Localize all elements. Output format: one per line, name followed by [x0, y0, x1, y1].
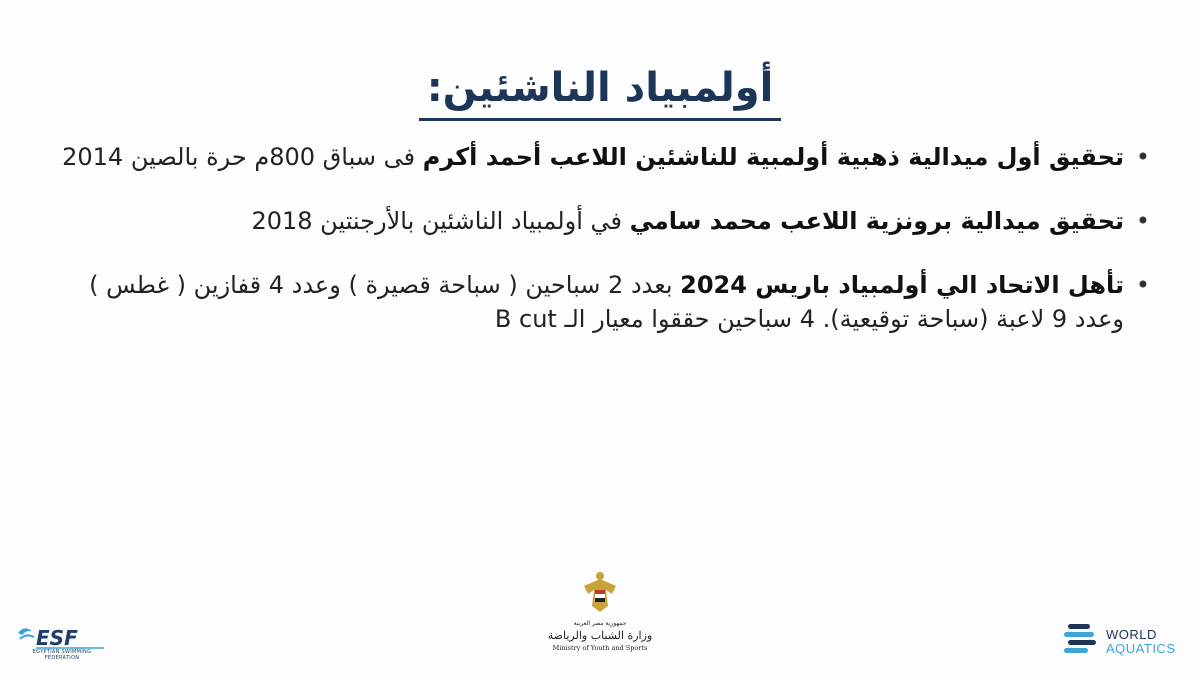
world-aquatics-text	[1106, 628, 1176, 656]
world-aquatics-logo	[1062, 622, 1187, 662]
esf-subtitle: EGYPTIAN SWIMMING FEDERATION	[32, 649, 92, 661]
world-aquatics-wave-icon	[1062, 622, 1102, 656]
bullet-1-bold: تحقيق أول ميدالية ذهبية أولمبية للناشئين اللاعب أحمد أكرم	[422, 143, 1124, 171]
bullet-dot-icon: •	[1135, 271, 1150, 300]
bullet-dot-icon: •	[1135, 207, 1150, 236]
ministry-logo	[545, 570, 655, 660]
bullet-2-bold: تحقيق ميدالية برونزية اللاعب محمد سامي	[629, 207, 1124, 236]
bullet-3-text: بعدد 2 سباحين ( سباحة قصيرة ) وعدد 4 قفازين ( غطس ) وعدد 9 لاعبة (سباحة توقيعية). 4 سباحين حققوا معيار الـ B cut	[89, 271, 1124, 334]
bullet-1-text: فى سباق 800م حرة بالصين 2014	[62, 143, 423, 171]
bullet-2-text: في أولمبياد الناشئين بالأرجنتين 2018	[251, 207, 630, 236]
bullet-item-2	[50, 204, 1150, 238]
eagle-emblem-icon	[580, 570, 620, 614]
title-wrap	[0, 62, 1200, 121]
bullet-dot-icon: •	[1135, 143, 1150, 171]
ministry-top-ar: جمهورية مصر العربية	[573, 620, 627, 627]
bullet-item-3	[50, 268, 1150, 336]
bullet-list	[50, 140, 1150, 336]
wa-line-1: WORLD	[1106, 627, 1157, 642]
bullet-3-bold: تأهل الاتحاد الي أولمبياد باريس 2024	[680, 271, 1124, 300]
esf-logo	[16, 621, 108, 661]
ministry-name-en: Ministry of Youth and Sports	[552, 644, 648, 652]
bullet-item-1	[50, 140, 1150, 174]
wa-line-2: AQUATICS	[1106, 641, 1176, 656]
ministry-name-ar: وزارة الشباب والرياضة	[547, 629, 653, 642]
esf-letters: ESF	[36, 626, 78, 650]
slide-title: أولمبياد الناشئين:	[419, 62, 782, 121]
